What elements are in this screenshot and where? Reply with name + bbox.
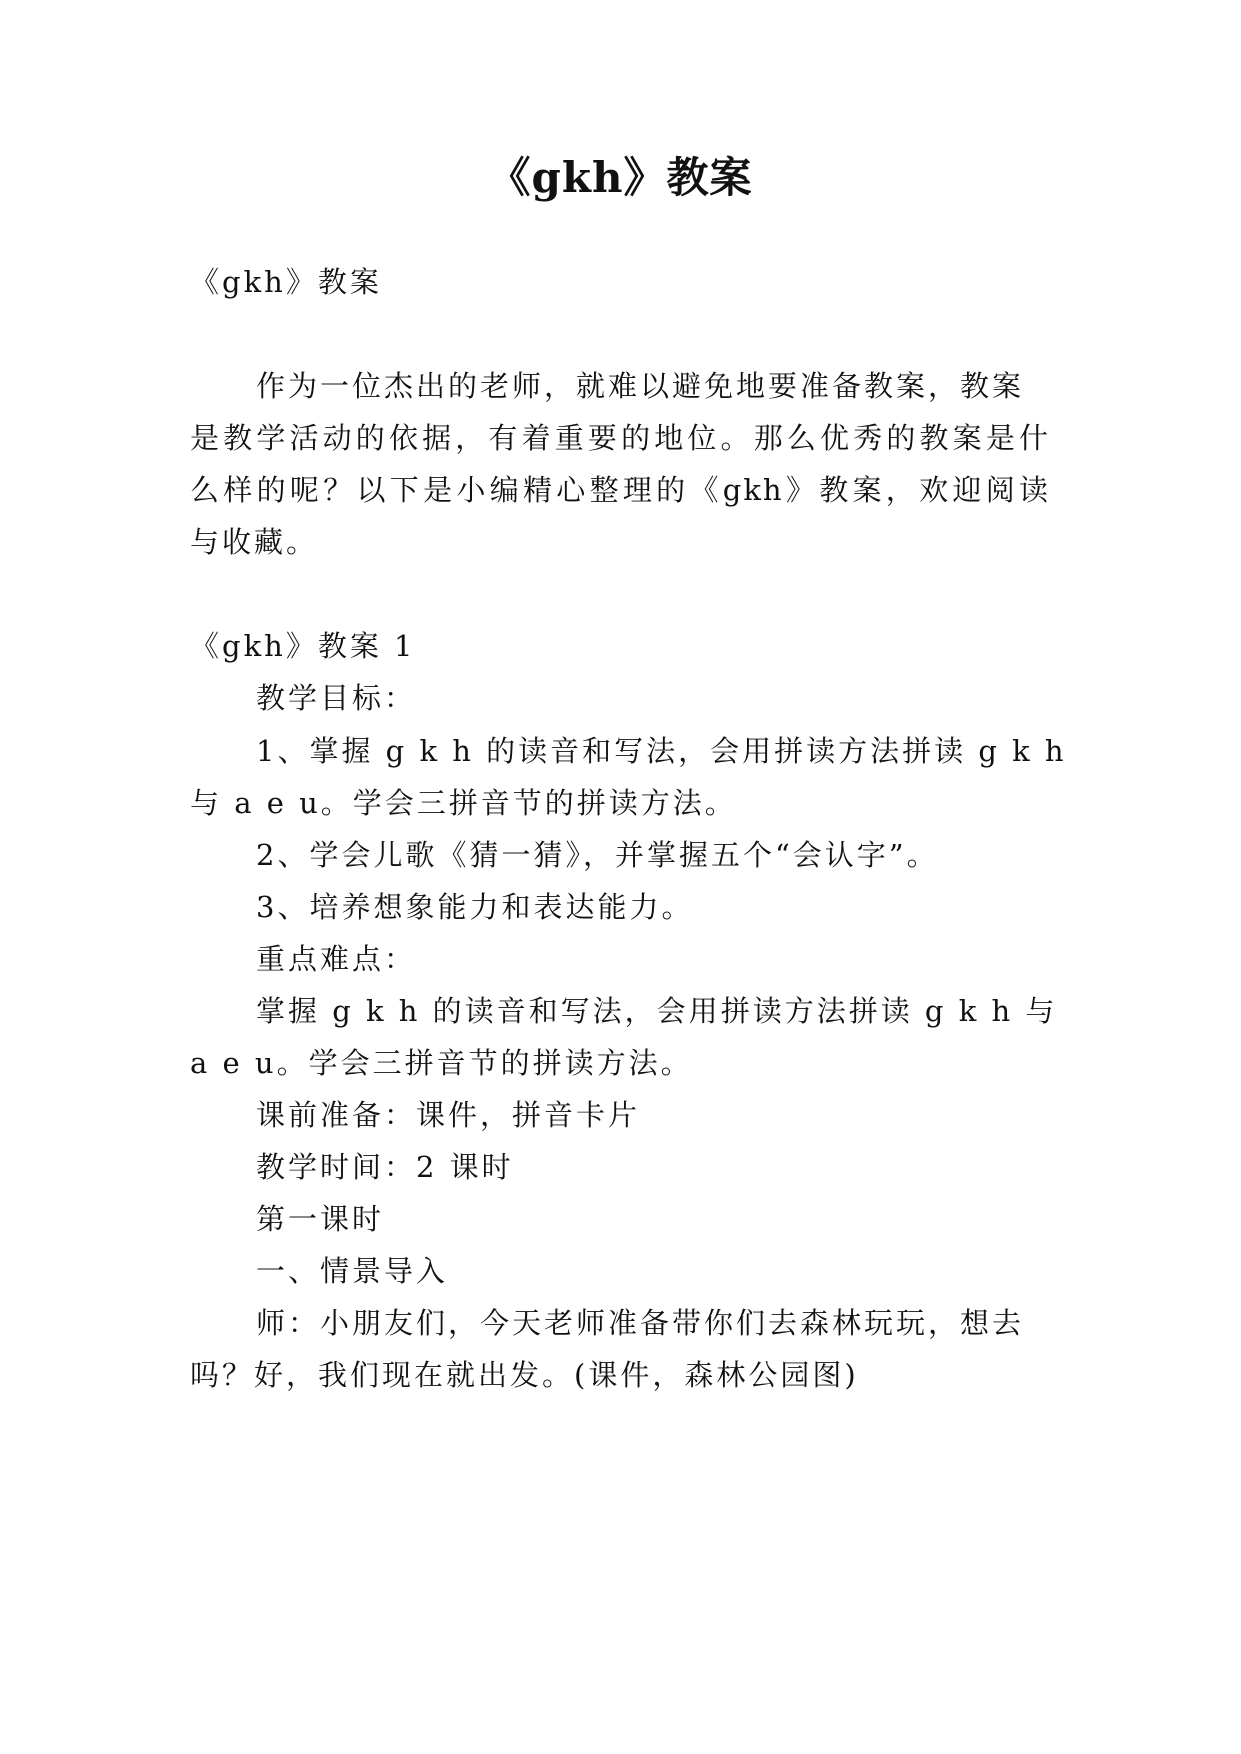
body-line-11: 第一课时 [256, 1202, 385, 1236]
body-line-3: 与 a e u。学会三拼音节的拼读方法。 [190, 786, 737, 820]
intro-line-1: 作为一位杰出的老师，就难以避免地要准备教案，教案 [256, 369, 1025, 403]
body-line-12: 一、情景导入 [256, 1254, 449, 1288]
intro-line-3: 么样的呢？以下是小编精心整理的《gkh》教案，欢迎阅读 [190, 473, 1050, 507]
intro-line-4: 与收藏。 [190, 525, 319, 559]
body-line-13: 师：小朋友们，今天老师准备带你们去森林玩玩，想去 [256, 1306, 1025, 1340]
intro-line-2: 是教学活动的依据，有着重要的地位。那么优秀的教案是什 [190, 421, 1050, 455]
section-heading: 《gkh》教案 1 [190, 629, 416, 663]
body-line-14: 吗？好，我们现在就出发。(课件，森林公园图) [190, 1358, 859, 1392]
body-line-6: 重点难点： [256, 942, 417, 976]
body-line-8: a e u。学会三拼音节的拼读方法。 [190, 1046, 693, 1080]
body-line-4: 2、学会儿歌《猜一猜》，并掌握五个“会认字”。 [256, 838, 939, 872]
body-line-10: 教学时间：2 课时 [256, 1150, 514, 1184]
document-subtitle: 《gkh》教案 [190, 265, 382, 299]
document-title: 《gkh》教案 [488, 153, 753, 202]
body-line-1: 教学目标： [256, 681, 417, 715]
body-line-2: 1、掌握 g k h 的读音和写法，会用拼读方法拼读 g k h [256, 734, 1067, 768]
body-line-7: 掌握 g k h 的读音和写法，会用拼读方法拼读 g k h 与 [256, 994, 1058, 1028]
body-line-9: 课前准备：课件，拼音卡片 [256, 1098, 641, 1132]
body-line-5: 3、培养想象能力和表达能力。 [256, 890, 694, 924]
